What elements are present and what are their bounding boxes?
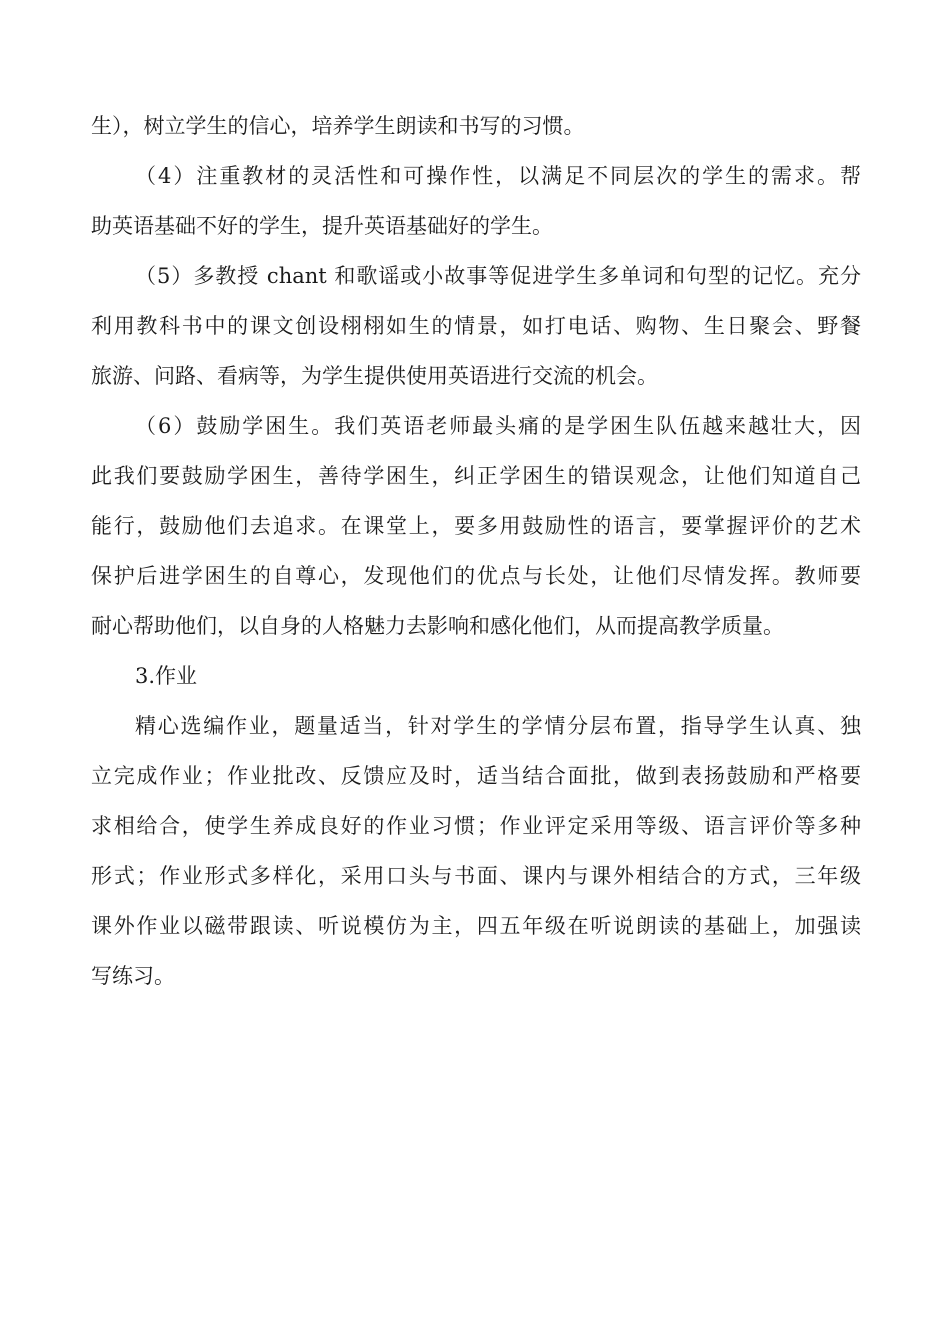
- item-6-line-2: 此我们要鼓励学困生，善待学困生，纠正学困生的错误观念，让他们知道自己: [91, 464, 861, 488]
- item-6-line-1: （6）鼓励学困生。我们英语老师最头痛的是学困生队伍越来越壮大，因: [135, 414, 861, 438]
- item-4-line-2: 助英语基础不好的学生，提升英语基础好的学生。: [91, 214, 553, 238]
- item-4-line-1: （4）注重教材的灵活性和可操作性，以满足不同层次的学生的需求。帮: [135, 164, 861, 188]
- item-6-line-4: 保护后进学困生的自尊心，发现他们的优点与长处，让他们尽情发挥。教师要: [91, 564, 861, 588]
- paragraph-3-end-line: 生），树立学生的信心，培养学生朗读和书写的习惯。: [91, 114, 585, 138]
- homework-line-4: 形式；作业形式多样化，采用口头与书面、课内与课外相结合的方式，三年级: [91, 864, 861, 888]
- homework-line-6: 写练习。: [91, 964, 175, 988]
- item-5-line-2: 利用教科书中的课文创设栩栩如生的情景，如打电话、购物、生日聚会、野餐: [91, 314, 861, 338]
- item-6-line-5: 耐心帮助他们，以自身的人格魅力去影响和感化他们，从而提高教学质量。: [91, 614, 784, 638]
- item-5-line-1: （5）多教授 chant 和歌谣或小故事等促进学生多单词和句型的记忆。充分: [135, 264, 861, 288]
- item-5-line-3: 旅游、问路、看病等，为学生提供使用英语进行交流的机会。: [91, 364, 658, 388]
- section-heading-homework: 3.作业: [135, 664, 198, 688]
- homework-line-3: 求相给合，使学生养成良好的作业习惯；作业评定采用等级、语言评价等多种: [91, 814, 861, 838]
- homework-line-2: 立完成作业；作业批改、反馈应及时，适当结合面批，做到表扬鼓励和严格要: [91, 764, 861, 788]
- item-6-line-3: 能行，鼓励他们去追求。在课堂上，要多用鼓励性的语言，要掌握评价的艺术: [91, 514, 861, 538]
- homework-line-5: 课外作业以磁带跟读、听说模仿为主，四五年级在听说朗读的基础上，加强读: [91, 914, 861, 938]
- homework-line-1: 精心选编作业，题量适当，针对学生的学情分层布置，指导学生认真、独: [135, 714, 861, 738]
